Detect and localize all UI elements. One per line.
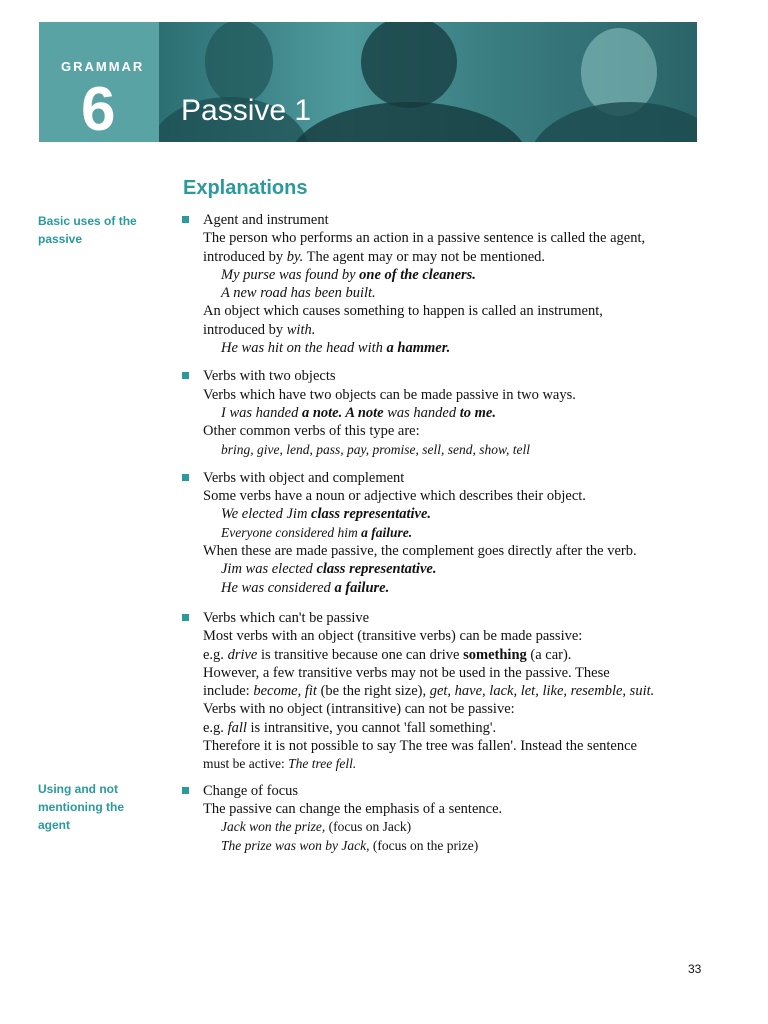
block-title: Change of focus	[203, 782, 299, 799]
unit-title: Passive 1	[181, 94, 312, 127]
explanations-body	[180, 211, 700, 863]
text-line: Most verbs with an object (transitive verbs) can be made passive:	[203, 628, 583, 645]
block-title: Agent and instrument	[203, 212, 329, 228]
example-line: Jim was elected class representative.	[221, 561, 437, 578]
example-line: He was considered a failure.	[221, 579, 390, 596]
text-line: Some verbs have a noun or adjective which describes their object.	[203, 488, 586, 505]
block-object-complement	[180, 469, 700, 597]
text-line: Other common verbs of this type are:	[203, 423, 420, 440]
bullet-icon	[182, 787, 189, 794]
text-line: An object which causes something to happen is called an instrument,	[203, 303, 603, 320]
block-title: Verbs which can't be passive	[203, 609, 370, 626]
example-line: I was handed a note. A note was handed to me.	[221, 404, 496, 421]
unit-number: 6	[81, 75, 116, 142]
block-cant-be-passive	[180, 609, 700, 774]
series-label: GRAMMAR	[61, 59, 145, 74]
example-line: My purse was found by one of the cleaners.	[221, 266, 476, 283]
text-line: must be active: The tree fell.	[203, 756, 357, 772]
bullet-icon	[182, 216, 189, 223]
margin-note-basic-uses: Basic uses of the passive	[38, 214, 137, 246]
page-number: 33	[688, 962, 702, 976]
text-line: introduced by by. The agent may or may not be mentioned.	[203, 248, 546, 265]
text-line: Verbs with no object (intransitive) can not be passive:	[203, 701, 515, 718]
block-title: Verbs with object and complement	[203, 469, 405, 486]
bullet-icon	[182, 474, 189, 481]
example-line: We elected Jim class representative.	[221, 506, 432, 523]
example-line: The prize was won by Jack, (focus on the prize)	[221, 837, 479, 853]
header-banner	[39, 22, 697, 142]
example-line: Everyone considered him a failure.	[221, 524, 413, 540]
text-line: e.g. fall is intransitive, you cannot 'fall something'.	[203, 719, 497, 736]
text-line: introduced by with.	[203, 321, 316, 338]
text-line: The passive can change the emphasis of a sentence.	[203, 800, 503, 817]
margin-note-agent: Using and not mentioning the agent	[38, 782, 124, 832]
block-two-objects	[180, 367, 700, 458]
block-title: Verbs with two objects	[203, 368, 336, 385]
text-line: Therefore it is not possible to say The tree was fallen'. Instead the sentence	[203, 738, 637, 755]
text-line: e.g. drive is transitive because one can drive something (a car).	[203, 646, 572, 663]
text-line: include: become, fit (be the right size), get, have, lack, let, like, resemble, suit.	[203, 683, 655, 700]
block-change-of-focus	[180, 782, 700, 855]
block-agent-instrument	[180, 211, 700, 357]
example-line: A new road has been built.	[221, 285, 376, 302]
bullet-icon	[182, 372, 189, 379]
verb-list: bring, give, lend, pass, pay, promise, sell, send, show, tell	[221, 441, 530, 457]
text-line: The person who performs an action in a passive sentence is called the agent,	[203, 230, 646, 247]
text-line: However, a few transitive verbs may not be used in the passive. These	[203, 664, 610, 681]
bullet-icon	[182, 614, 189, 621]
example-line: He was hit on the head with a hammer.	[221, 340, 451, 357]
text-line: Verbs which have two objects can be made passive in two ways.	[203, 386, 576, 403]
text-line: When these are made passive, the complement goes directly after the verb.	[203, 543, 637, 560]
section-heading: Explanations	[183, 177, 308, 199]
example-line: Jack won the prize, (focus on Jack)	[221, 819, 412, 835]
